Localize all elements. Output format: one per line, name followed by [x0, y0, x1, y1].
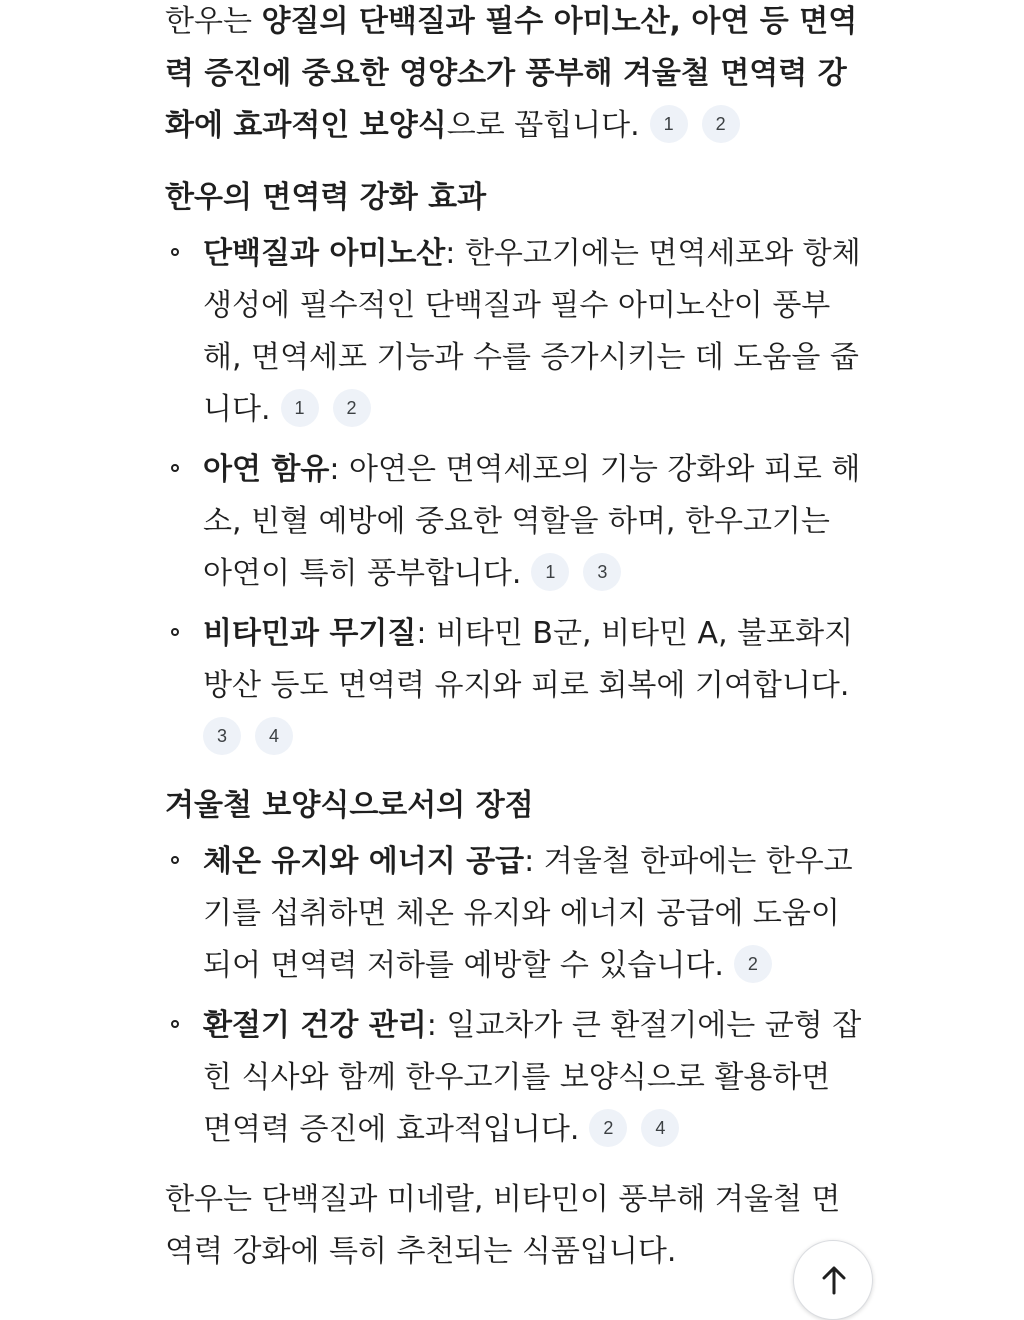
citation-badge[interactable]: 2 — [589, 1109, 627, 1147]
item-title: 비타민과 무기질 — [203, 616, 417, 651]
circle-bullet-icon — [171, 628, 179, 636]
citation-badge[interactable]: 4 — [641, 1109, 679, 1147]
item-title: 체온 유지와 에너지 공급 — [203, 844, 525, 879]
circle-bullet-icon — [171, 464, 179, 472]
section-heading-winter: 겨울철 보양식으로서의 장점 — [165, 788, 534, 823]
arrow-up-icon — [818, 1263, 850, 1295]
item-text: : 겨울철 한파에는 한우고기를 섭취하면 체온 유지와 에너지 공급에 도움이 되어 면역력 저하를 예방할 수 있습니다. — [203, 844, 853, 983]
list-item — [165, 608, 865, 764]
item-text: : 비타민 B군, 비타민 A, 불포화지방산 등도 면역력 유지와 피로 회복에 기여합니다. — [203, 616, 854, 703]
citation-badge[interactable]: 3 — [583, 553, 621, 591]
citation-badge[interactable]: 2 — [734, 945, 772, 983]
list-item — [165, 836, 865, 992]
item-text: : 아연은 면역세포의 기능 강화와 피로 해소, 빈혈 예방에 중요한 역할을 하며, 한우고기는 아연이 특히 풍부합니다. — [203, 452, 861, 591]
scroll-to-top-button[interactable] — [793, 1240, 873, 1320]
citation-badge[interactable]: 1 — [281, 389, 319, 427]
intro-text-start: 한우는 — [165, 4, 262, 39]
citation-badge[interactable]: 1 — [531, 553, 569, 591]
intro-bold-text: 양질의 단백질과 필수 아미노산, 아연 등 면역력 증진에 중요한 영양소가 풍부해 겨울철 면역력 강화에 효과적인 보양식 — [165, 4, 858, 143]
intro-text-end: 으로 꼽힙니다. — [446, 108, 640, 143]
circle-bullet-icon — [171, 856, 179, 864]
item-title: 단백질과 아미노산 — [203, 236, 446, 271]
list-item — [165, 228, 865, 436]
circle-bullet-icon — [171, 248, 179, 256]
item-title: 환절기 건강 관리 — [203, 1008, 427, 1043]
circle-bullet-icon — [171, 1020, 179, 1028]
intro-paragraph — [165, 0, 865, 152]
list-item — [165, 444, 865, 600]
citation-badge[interactable]: 3 — [203, 717, 241, 755]
item-title: 아연 함유 — [203, 452, 330, 487]
citation-badge[interactable]: 2 — [702, 105, 740, 143]
citation-badge[interactable]: 4 — [255, 717, 293, 755]
winter-benefits-list — [165, 836, 865, 1156]
section-heading-immunity: 한우의 면역력 강화 효과 — [165, 180, 487, 215]
list-item — [165, 1000, 865, 1156]
citation-badge[interactable]: 1 — [650, 105, 688, 143]
item-text: : 한우고기에는 면역세포와 항체 생성에 필수적인 단백질과 필수 아미노산이 풍부해, 면역세포 기능과 수를 증가시키는 데 도움을 줍니다. — [203, 236, 861, 427]
answer-content — [165, 0, 865, 1278]
immunity-list — [165, 228, 865, 764]
summary-paragraph: 한우는 단백질과 미네랄, 비타민이 풍부해 겨울철 면역력 강화에 특히 추천되는 식품입니다. — [165, 1182, 841, 1269]
item-text: : 일교차가 큰 환절기에는 균형 잡힌 식사와 함께 한우고기를 보양식으로 활용하면 면역력 증진에 효과적입니다. — [203, 1008, 862, 1147]
citation-badge[interactable]: 2 — [333, 389, 371, 427]
